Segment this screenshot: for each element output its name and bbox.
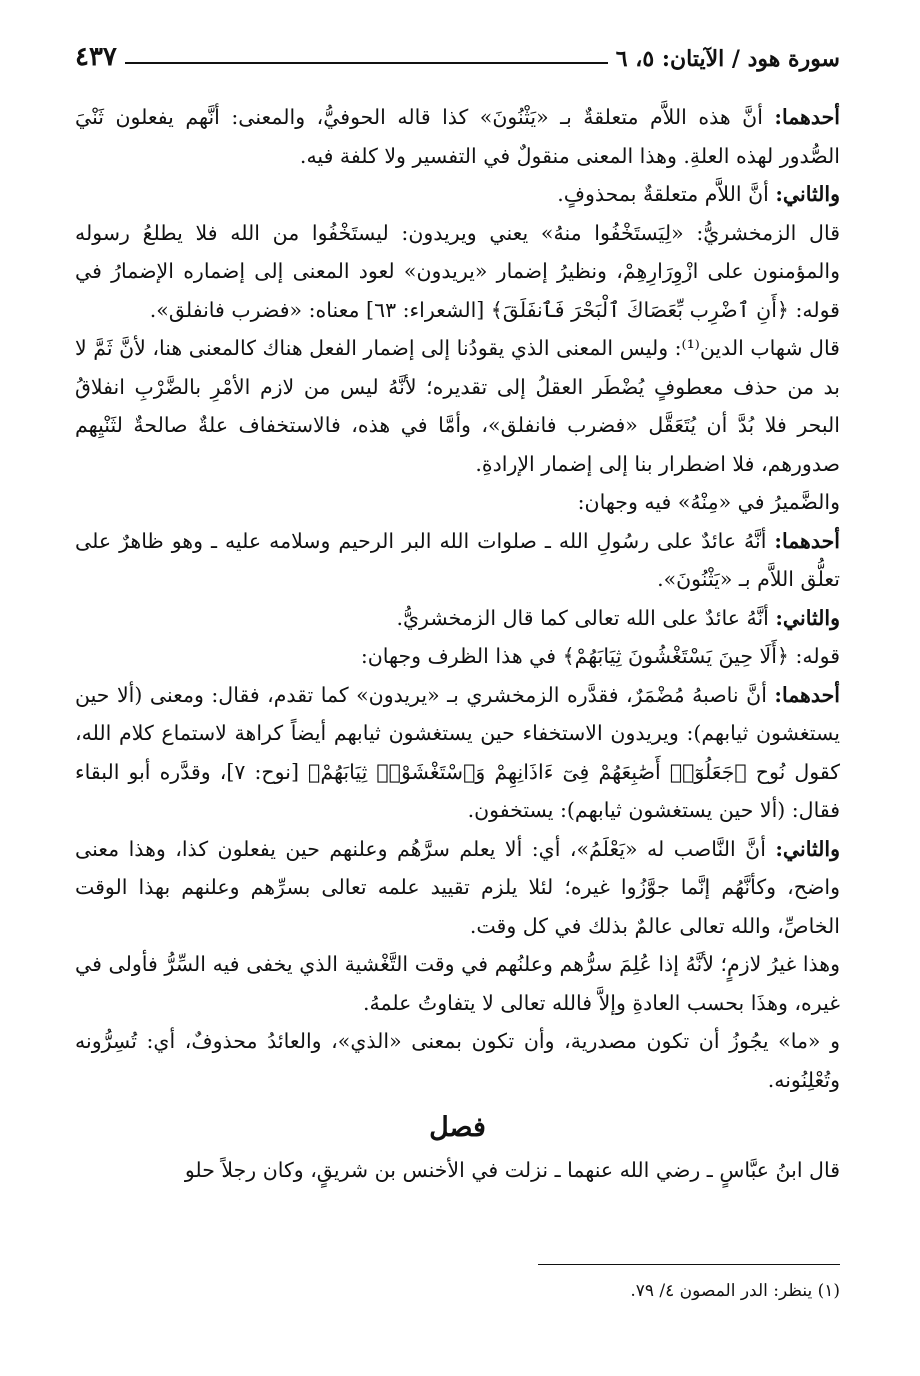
paragraph [75,945,840,1022]
paragraph [75,214,840,330]
paragraph-text: قوله: ﴿أَلَا حِينَ يَسْتَغْشُونَ ثِيَابَهُمْ﴾ في هذا الظرف وجهان: [360,644,840,668]
paragraph [75,637,840,676]
paragraph [75,175,840,214]
paragraph [75,98,840,175]
paragraph-text: والضَّميرُ في «مِنْهُ» فيه وجهان: [577,490,840,514]
footnote: (١) ينظر: الدر المصون ٤/ ٧٩. [630,1281,840,1301]
body-text [75,98,840,1190]
paragraph [75,830,840,946]
paragraph-text: و «ما» يجُوزُ أن تكون مصدرية، وأن تكون بمعنى «الذي»، والعائدُ محذوفٌ، أي: تُسِرُّونه وتُعْلِنُونه. [75,1029,840,1092]
paragraph-label: والثاني: [775,605,840,630]
running-title: سورة هود / الآيتان: ٥، ٦ [615,46,840,72]
section-heading: فصل [429,1112,486,1143]
paragraph-text: قال شهاب الدين⁽¹⁾: وليس المعنى الذي يقودُنا إلى إضمار الفعل هناك كالمعنى هنا، لأنَّ ثَمَّ لا بد من حذف معطوفٍ يُضْطَر العقلُ إلى تقديره؛ لأنَّهُ ليس من لازم الأمْرِ بالضَّرْبِ انفلاقُ البحر فلا بُدَّ أن يُتَعَقَّل «فضرب فانفلق»، وأمَّا في هذه، فالاستخفاف علةٌ صالحةٌ لثَنْيِهم صدورهم، فلا اضطرار بنا إلى إضمار الإرادةِ. [75,336,840,476]
paragraph-label: والثاني: [775,836,840,861]
paragraph [75,676,840,830]
running-header [75,28,840,72]
paragraph [75,599,840,638]
paragraph-label: أحدهما: [774,682,840,707]
paragraph-text: أنَّ اللاَّم متعلقةٌ بمحذوفٍ. [557,182,776,206]
paragraph-label: أحدهما: [774,528,840,553]
paragraph-text: قال الزمخشريُّ: «لِيَستَخْفُوا منهُ» يعني ويريدون: ليستَخْفُوا من الله فلا يطلعُ رسوله والمؤمنون على ازْوِرَارِهِمْ، ونظيرُ إضمار «يريدون» لعود المعنى إلى إضماره الإضمارُ في قوله: ﴿أَنِ ٱضْرِب بِّعَصَاكَ ٱلْبَحْرَ فَٱنفَلَقَ﴾ [الشعراء: ٦٣] معناه: «فضرب فانفلق». [75,220,840,322]
paragraph-text: أنَّهُ عائدٌ على الله تعالى كما قال الزمخشريُّ. [396,605,776,630]
page-number: ٤٣٧ [75,42,117,72]
paragraph-text: وهذا غيرُ لازمٍ؛ لأنَّهُ إذا عُلِمَ سرُّهم وعلنُهم في وقت التَّغْشية الذي يخفى فيه السِّرُّ فأولى في غيره، وهذَا بحسب العادةِ وإلاَّ فالله تعالى لا يتفاوتُ علمهُ. [75,952,840,1015]
paragraph-label: والثاني: [775,182,840,206]
paragraph-text: أنَّهُ عائدٌ على رسُولِ الله ـ صلوات الله البر الرحيم وسلامه عليه ـ وهو ظاهرٌ على تعلُّق اللاَّم بـ «يَثْنُونَ». [75,528,840,591]
paragraph [75,483,840,522]
paragraph-text: أنَّ ناصبهُ مُضْمَرٌ، فقدَّره الزمخشري بـ «يريدون» كما تقدم، فقال: ومعنى (ألا حين يستغشون ثيابهم): ويريدون الاستخفاء حين يستغشون ثيابهم أيضاً كراهة لاستماع كلام الله، كقول نُوح ﴿جَعَلُوٓا۟ أَصَٰبِعَهُمْ فِىٓ ءَاذَانِهِمْ وَٱسْتَغْشَوْا۟ ثِيَابَهُمْ﴾ [نوح: ٧]، وقدَّره أبو البقاء فقال: (ألا حين يستغشون ثيابهم): يستخفون. [75,682,841,822]
paragraph [75,1022,840,1099]
paragraph-label: أحدهما: [774,105,840,129]
paragraph-text: أنَّ هذه اللاَّم متعلقةٌ بـ «يَثْنُونَ» كذا قاله الحوفيُّ، والمعنى: أنَّهم يفعلون ثَنْيَ الصُّدور لهذه العلةِ. وهذا المعنى منقولٌ في التفسير ولا كلفة فيه. [75,105,840,168]
header-rule [125,62,608,64]
paragraph [75,329,840,483]
paragraph-text: أنَّ النَّاصب له «يَعْلَمُ»، أي: ألا يعلم سرَّهُم وعلنهم حين يفعلون كذا، وهذا معنى واضح، وكأنَّهُم إنَّما جوَّزُوا غيره؛ لئلا يلزم تقييد علمه تعالى بسرِّهم وعلنهم بهذا الوقت الخاصِّ، والله تعالى عالمٌ بذلك في كل وقت. [75,836,840,938]
paragraph [75,522,840,599]
closing-paragraph: قال ابنُ عبَّاسٍ ـ رضي الله عنهما ـ نزلت في الأخنس بن شريقٍ، وكان رجلاً حلو [184,1158,840,1182]
footnote-rule [538,1264,840,1265]
